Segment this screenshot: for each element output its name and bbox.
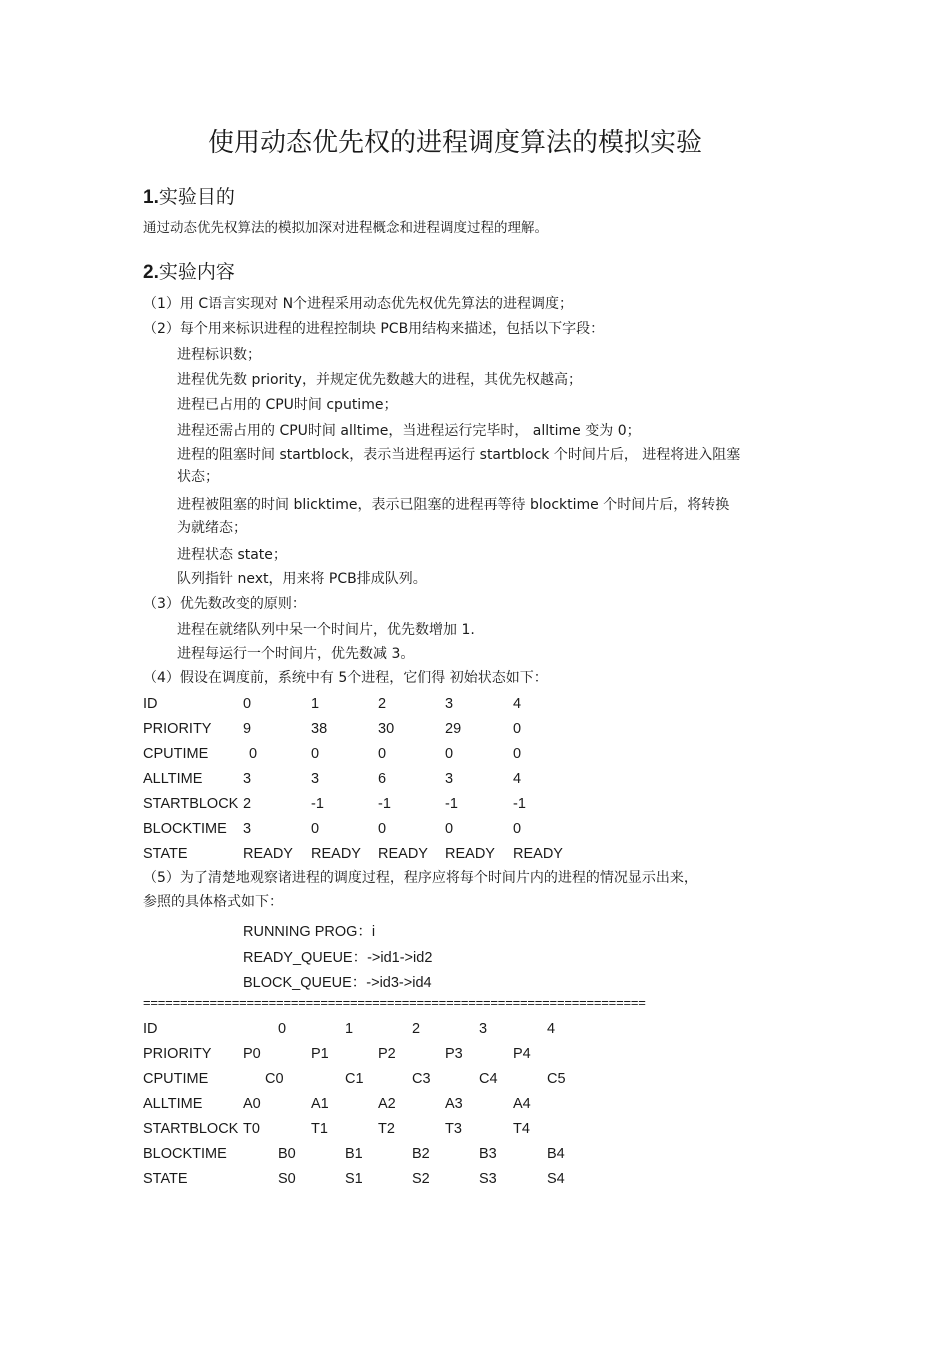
row-label: BLOCKTIME — [143, 821, 227, 837]
cell: A1 — [311, 1096, 329, 1112]
cell: A4 — [513, 1096, 531, 1112]
field-state: 进程状态 state； — [177, 547, 287, 563]
cell: READY — [378, 846, 428, 862]
field-startblock-cont: 状态； — [177, 469, 219, 485]
item-5: （5）为了清楚地观察诸进程的调度过程，程序应将每个时间片内的进程的情况显示出来， — [143, 870, 698, 886]
item-4: （4）假设在调度前，系统中有 5个进程，它们得 初始状态如下： — [143, 670, 548, 686]
cell: S2 — [412, 1171, 430, 1187]
field-startblock: 进程的阻塞时间 startblock，表示当进程再运行 startblock 个时间片后， 进程将进入阻塞 — [177, 447, 741, 463]
cell: 0 — [243, 696, 252, 712]
row-label: STARTBLOCK — [143, 1121, 239, 1137]
item-5-cont: 参照的具体格式如下： — [143, 894, 283, 910]
field-cputime: 进程已占用的 CPU时间 cputime； — [177, 397, 398, 413]
cell: S4 — [547, 1171, 565, 1187]
row-label: STATE — [143, 846, 188, 862]
row-label: PRIORITY — [143, 1046, 212, 1062]
cell: C1 — [345, 1071, 364, 1087]
cell: B1 — [345, 1146, 363, 1162]
cell: T4 — [513, 1121, 530, 1137]
item-3: （3）优先数改变的原则： — [143, 596, 306, 612]
cell: 3 — [243, 821, 252, 837]
cell: A0 — [243, 1096, 261, 1112]
field-blocktime: 进程被阻塞的时间 blicktime，表示已阻塞的进程再等待 blocktime 个时间片后，将转换 — [177, 497, 730, 513]
cell: S1 — [345, 1171, 363, 1187]
row-label: ALLTIME — [143, 1096, 203, 1112]
cell: 0 — [445, 821, 454, 837]
cell: T3 — [445, 1121, 462, 1137]
cell: P2 — [378, 1046, 396, 1062]
field-blocktime-cont: 为就绪态； — [177, 520, 247, 536]
cell: 0 — [378, 746, 387, 762]
field-next: 队列指针 next，用来将 PCB排成队列。 — [177, 571, 427, 587]
item-1: （1）用 C语言实现对 N个进程采用动态优先权优先算法的进程调度； — [143, 296, 574, 312]
section-title: 实验内容 — [158, 261, 235, 283]
cell: P3 — [445, 1046, 463, 1062]
row-label: ID — [143, 696, 158, 712]
cell: 3 — [311, 771, 320, 787]
cell: B2 — [412, 1146, 430, 1162]
cell: 4 — [547, 1021, 556, 1037]
cell: 0 — [311, 821, 320, 837]
cell: 2 — [378, 696, 387, 712]
cell: 2 — [412, 1021, 421, 1037]
cell: 4 — [513, 696, 522, 712]
cell: READY — [445, 846, 495, 862]
cell: 30 — [378, 721, 395, 737]
cell: 3 — [445, 696, 454, 712]
format-block-queue: BLOCK_QUEUE：->id3->id4 — [243, 975, 432, 991]
row-label: STARTBLOCK — [143, 796, 239, 812]
cell: 0 — [278, 1021, 287, 1037]
purpose-text: 通过动态优先权算法的模拟加深对进程概念和进程调度过程的理解。 — [143, 220, 548, 236]
cell: READY — [513, 846, 563, 862]
cell: -1 — [378, 796, 391, 812]
cell: 29 — [445, 721, 462, 737]
cell: 2 — [243, 796, 252, 812]
cell: C0 — [265, 1071, 284, 1087]
cell: 6 — [378, 771, 387, 787]
cell: 9 — [243, 721, 252, 737]
page-title: 使用动态优先权的进程调度算法的模拟实验 — [207, 128, 702, 158]
row-label: CPUTIME — [143, 746, 209, 762]
item-2: （2）每个用来标识进程的进程控制块 PCB用结构来描述，包括以下字段： — [143, 321, 605, 337]
cell: B3 — [479, 1146, 497, 1162]
cell: 3 — [243, 771, 252, 787]
cell: C3 — [412, 1071, 431, 1087]
cell: P4 — [513, 1046, 531, 1062]
section-title: 实验目的 — [158, 186, 235, 208]
cell: A2 — [378, 1096, 396, 1112]
section-heading-1 — [143, 182, 235, 209]
cell: 3 — [445, 771, 454, 787]
cell: 38 — [311, 721, 328, 737]
row-label: ID — [143, 1021, 158, 1037]
cell: P1 — [311, 1046, 329, 1062]
row-label: STATE — [143, 1171, 188, 1187]
row-label: ALLTIME — [143, 771, 203, 787]
cell: T1 — [311, 1121, 328, 1137]
format-ready-queue: READY_QUEUE：->id1->id2 — [243, 950, 433, 966]
cell: -1 — [311, 796, 324, 812]
separator-line: ==================================================================== — [143, 995, 646, 1010]
cell: 0 — [445, 746, 454, 762]
cell: 0 — [513, 821, 522, 837]
section-heading-2 — [143, 257, 235, 284]
cell: P0 — [243, 1046, 261, 1062]
field-alltime: 进程还需占用的 CPU时间 alltime，当进程运行完毕时， alltime 变为 0； — [177, 423, 641, 439]
field-priority: 进程优先数 priority，并规定优先数越大的进程，其优先权越高； — [177, 372, 582, 388]
cell: 4 — [513, 771, 522, 787]
format-running: RUNNING PROG：i — [243, 924, 376, 940]
cell: READY — [243, 846, 293, 862]
row-label: BLOCKTIME — [143, 1146, 227, 1162]
cell: -1 — [513, 796, 526, 812]
cell: READY — [311, 846, 361, 862]
cell: 0 — [311, 746, 320, 762]
section-number: 2. — [143, 262, 159, 283]
row-label: PRIORITY — [143, 721, 212, 737]
cell: -1 — [445, 796, 458, 812]
cell: 3 — [479, 1021, 488, 1037]
field-pid: 进程标识数； — [177, 347, 261, 363]
section-number: 1. — [143, 187, 159, 208]
cell: A3 — [445, 1096, 463, 1112]
rule-run: 进程每运行一个时间片，优先数减 3。 — [177, 646, 415, 662]
cell: B4 — [547, 1146, 565, 1162]
cell: C5 — [547, 1071, 566, 1087]
cell: 1 — [311, 696, 320, 712]
cell: T0 — [243, 1121, 260, 1137]
cell: S3 — [479, 1171, 497, 1187]
row-label: CPUTIME — [143, 1071, 209, 1087]
cell: 0 — [378, 821, 387, 837]
cell: T2 — [378, 1121, 395, 1137]
cell: S0 — [278, 1171, 296, 1187]
cell: C4 — [479, 1071, 498, 1087]
cell: 1 — [345, 1021, 354, 1037]
cell: 0 — [249, 746, 258, 762]
cell: 0 — [513, 721, 522, 737]
rule-ready: 进程在就绪队列中呆一个时间片，优先数增加 1. — [177, 622, 475, 638]
cell: 0 — [513, 746, 522, 762]
cell: B0 — [278, 1146, 296, 1162]
